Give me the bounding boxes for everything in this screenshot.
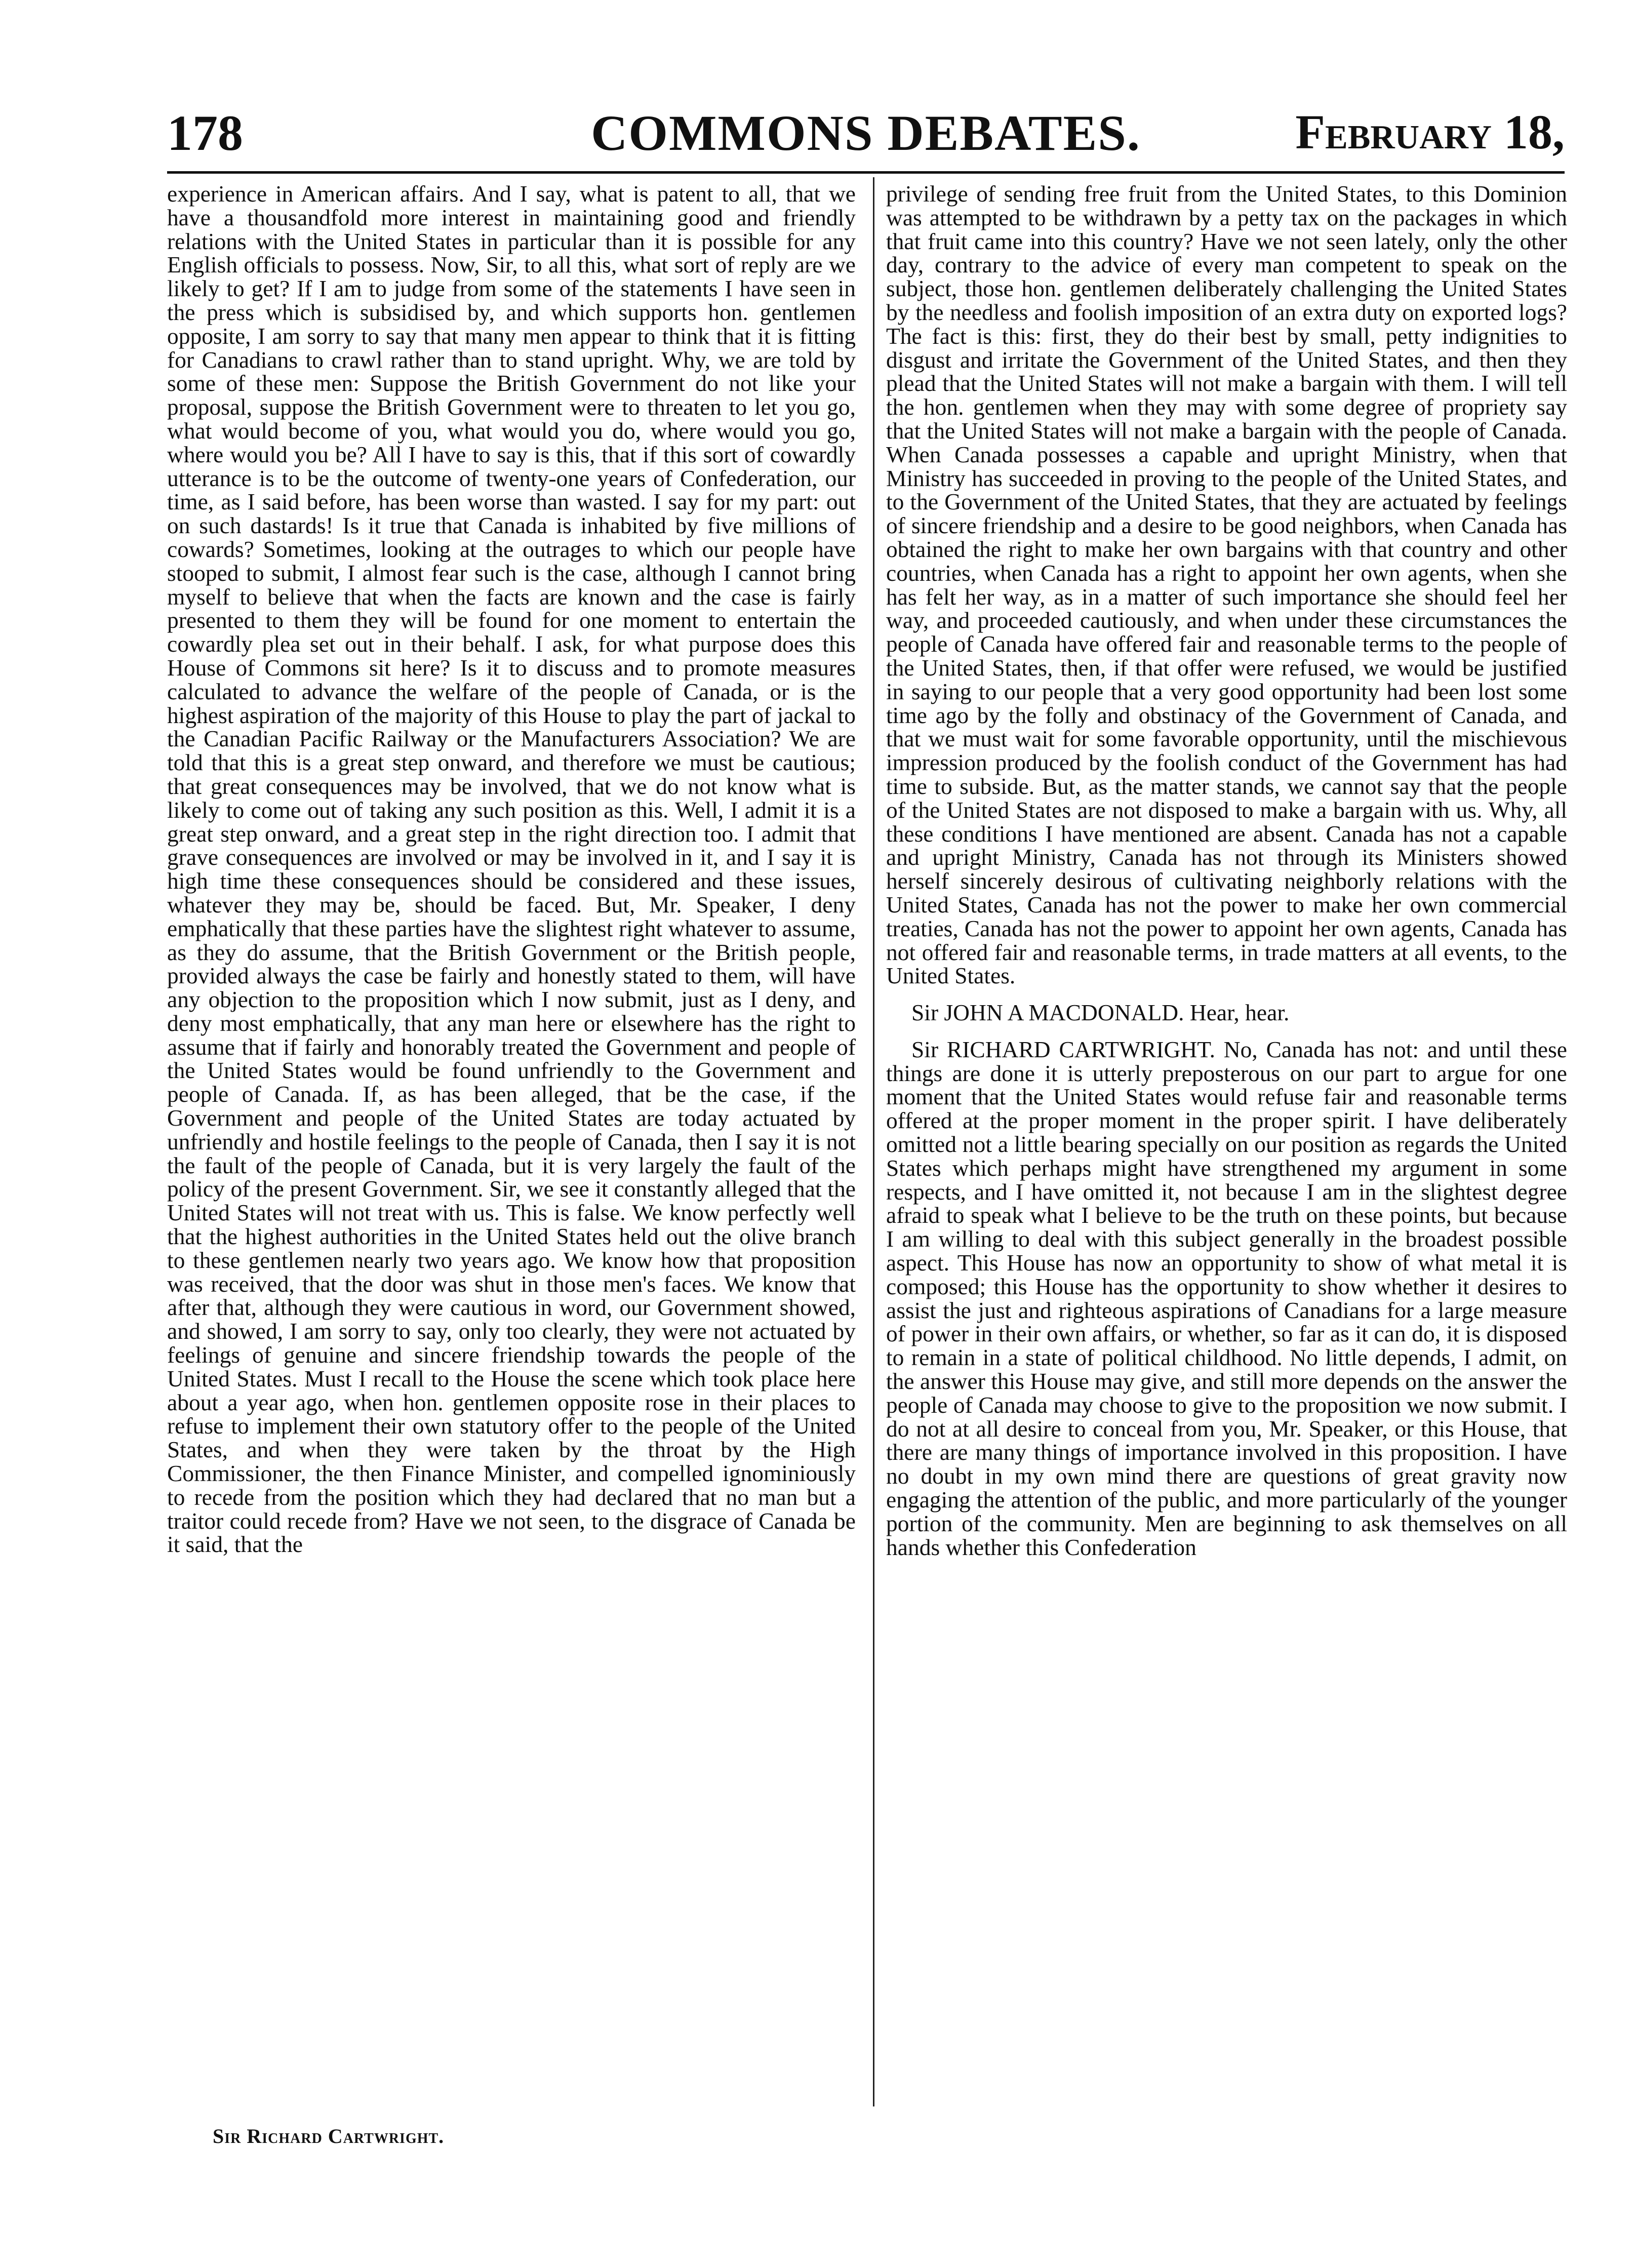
header-date	[1295, 104, 1565, 160]
left-paragraph-1: experience in American affairs. And I say, what is patent to all, that we have a thousandfold more interest in maintaining good and friendly relations with the United States in particular than it is possible for any English officials to possess. Now, Sir, to all this, what sort of reply are we likely to get? If I am to judge from some of the statements I have seen in the press which is subsidised by, and which supports hon. gentlemen opposite, I am sorry to say that many men appear to think that it is fitting for Canadians to crawl rather than to stand upright. Why, we are told by some of these men: Suppose the British Government do not like your proposal, suppose the British Government were to threaten to let you go, what would become of you, what would you do, where would you go, where would you be? All I have to say is this, that if this sort of cowardly utterance is to be the outcome of twenty-one years of Confederation, our time, as I said before, has been worse than wasted. I say for my part: out on such dastards! Is it true that Canada is inhabited by five millions of cowards? Sometimes, looking at the outrages to which our people have stooped to submit, I almost fear such is the case, although I cannot bring myself to believe that when the facts are known and the case is fairly presented to them they will be found for one moment to entertain the cowardly plea set out in their behalf. I ask, for what purpose does this House of Commons sit here? Is it to discuss and to promote measures calculated to advance the welfare of the people of Canada, or is the highest aspiration of the majority of this House to play the part of jackal to the Canadian Pacific Railway or the Manufacturers Association? We are told that this is a great step onward, and therefore we must be cautious; that great consequences may be involved, that we do not know what is likely to come out of taking any such position as this. Well, I admit it is a great step onward, and a great step in the right direction too. I admit that grave consequences are involved or may be involved in it, and I say it is high time these consequences should be considered and these issues, whatever they may be, should be faced. But, Mr. Speaker, I deny emphatically that these parties have the slightest right whatever to assume, as they do assume, that the British Government or the British people, provided always the case be fairly and honestly stated to them, will have any objection to the proposition which I now submit, just as I deny, and deny most emphatically, that any man here or elsewhere has the right to assume that if fairly and honorably treated the Government and people of the United States would be found unfriendly to the Government and people of Canada. If, as has been alleged, that be the case, if the Government and people of the United States are today actuated by unfriendly and hostile feelings to the people of Canada, then I say it is not the fault of the people of Canada, but it is very largely the fault of the policy of the present Government. Sir, we see it constantly alleged that the United States will not treat with us. This is false. We know perfectly well that the highest authorities in the United States held out the olive branch to these gentlemen nearly two years ago. We know how that proposition was received, that the door was shut in those men's faces. We know that after that, although they were cautious in word, our Government showed, and showed, I am sorry to say, only too clearly, they were not actuated by feelings of genuine and sincere friendship towards the people of the United States. Must I recall to the House the scene which took place here about a year ago, when hon. gentlemen opposite rose in their places to refuse to implement their own statutory offer to the people of the United States, and when they were taken by the throat by the High Commissioner, the then Finance Minister, and compelled ignominiously to recede from the position which they had declared that no man but a traitor could recede from? Have we not seen, to the disgrace of Canada be it said, that the	[167, 181, 856, 1558]
column-divider	[873, 177, 874, 2106]
page-header	[167, 104, 1565, 165]
page-number: 178	[167, 105, 243, 161]
header-date-text: February 18,	[1295, 105, 1565, 159]
footer-speaker-name: Sir Richard Cartwright.	[213, 2125, 445, 2147]
right-paragraph-3: Sir RICHARD CARTWRIGHT. No, Canada has not: and until these things are done it is utterly preposterous on our part to argue for one moment that the United States would refuse fair and reasonable terms offered at the proper moment in the proper spirit. I have deliberately omitted not a little bearing specially on our position as regards the United States which perhaps might have strengthened my argument in some respects, and I have omitted it, not because I am in the slightest degree afraid to speak what I believe to be the truth on these points, but because I am willing to deal with this subject generally in the broadest possible aspect. This House has now an opportunity to show of what metal it is composed; this House has the opportunity to show whether it desires to assist the just and righteous aspirations of Canadians for a large measure of power in their own affairs, or whether, so far as it can do, it is disposed to remain in a state of political childhood. No little depends, I admit, on the answer this House may give, and still more depends on the answer the people of Canada may choose to give to the proposition we now submit. I do not at all desire to conceal from you, Mr. Speaker, or this House, that there are many things of importance involved in this proposition. I have no doubt in my own mind there are questions of great gravity now engaging the attention of the public, and more particularly of the younger portion of the community. Men are beginning to ask themselves on all hands whether this Confederation	[886, 1036, 1567, 1560]
right-paragraph-1: privilege of sending free fruit from the United States, to this Dominion was attempted to be withdrawn by a petty tax on the packages in which that fruit came into this country? Have we not seen lately, only the other day, contrary to the advice of every man competent to speak on the subject, those hon. gentlemen deliberately challenging the United States by the needless and foolish imposition of an extra duty on exported logs? The fact is this: first, they do their best by small, petty indignities to disgust and irritate the Government of the United States, and then they plead that the United States will not make a bargain with them. I will tell the hon. gentlemen when they may with some degree of propriety say that the United States will not make a bargain with the people of Canada. When Canada possesses a capable and upright Ministry, when that Ministry has succeeded in proving to the people of the United States, and to the Government of the United States, that they are actuated by feelings of sincere friendship and a desire to be good neighbors, when Canada has obtained the right to make her own bargains with that country and other countries, when Canada has a right to appoint her own agents, when she has felt her way, as in a matter of such importance she should feel her way, and proceeded cautiously, and when under these circumstances the people of Canada have offered fair and reasonable terms to the people of the United States, then, if that offer were refused, we would be justified in saying to our people that a very good opportunity had been lost some time ago by the folly and obstinacy of the Government of Canada, and that we must wait for some favorable opportunity, until the mischievous impression produced by the foolish conduct of the Government has had time to subside. But, as the matter stands, we cannot say that the people of the United States are not disposed to make a bargain with us. Why, all these conditions I have mentioned are absent. Canada has not a capable and upright Ministry, Canada has not through its Ministers showed herself sincerely desirous of cultivating neighborly relations with the United States, Canada has not the power to make her own commercial treaties, Canada has not the power to appoint her own agents, Canada has not offered fair and reasonable terms, in trade matters at all events, to the United States.	[886, 181, 1567, 989]
left-column	[167, 182, 856, 1557]
running-title: COMMONS DEBATES.	[591, 105, 1141, 161]
header-rule	[167, 171, 1565, 174]
right-column	[886, 182, 1567, 1559]
right-paragraph-2: Sir JOHN A MACDONALD. Hear, hear.	[911, 1000, 1290, 1026]
